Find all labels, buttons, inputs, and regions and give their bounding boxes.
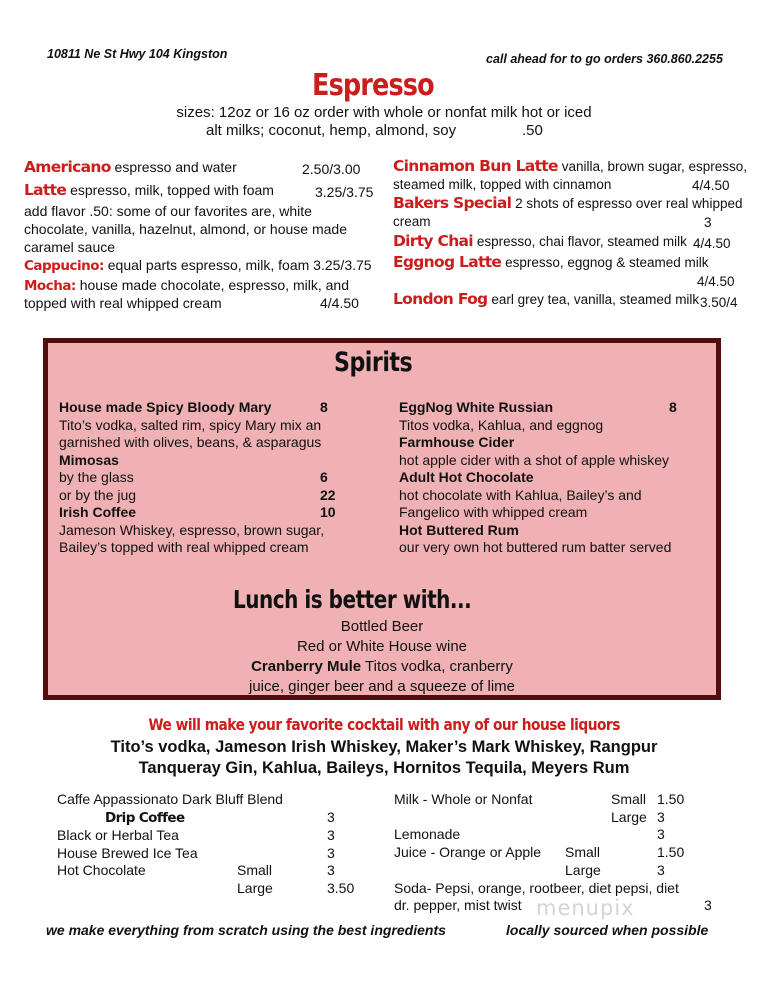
- item-desc: espresso, chai flavor, steamed milk: [476, 234, 687, 249]
- chai-price: 4/4.50: [693, 236, 731, 251]
- milk-small: Small: [611, 791, 647, 807]
- spirit-hot-buttered-rum: [399, 522, 519, 540]
- menu-item-dirty-chai: [393, 233, 687, 250]
- item-name: Cappucino:: [24, 258, 104, 274]
- liquors-line-2: Tanqueray Gin, Kahlua, Baileys, Hornitos Tequila, Meyers Rum: [138, 759, 630, 777]
- spirits-title: Spirits: [334, 347, 413, 378]
- coffee-blend: Caffe Appassionato Dark Bluff Blend: [57, 791, 283, 807]
- milk-small-price: 1.50: [657, 791, 685, 807]
- spirits-panel: [48, 343, 716, 695]
- drip-coffee: [105, 809, 185, 828]
- bloody-line-1: Tito’s vodka, salted rim, spicy Mary mix an: [59, 417, 322, 433]
- menu-item-bakers-special: [393, 195, 742, 212]
- menu-item-latte: [24, 182, 274, 199]
- wr-price: [669, 399, 677, 417]
- item-name: Drip Coffee: [105, 810, 185, 826]
- phone-note: call ahead for to go orders 360.860.2255: [486, 52, 723, 66]
- item-name: Mocha:: [24, 278, 76, 294]
- hc-small-price: 3: [327, 862, 335, 878]
- alt-milks: alt milks; coconut, hemp, almond, soy: [206, 122, 457, 139]
- flavor-line-1: add flavor .50: some of our favorites are, white: [24, 203, 312, 219]
- spirit-farmhouse-cider: [399, 434, 514, 452]
- irish-price: [320, 504, 336, 522]
- spirit-adult-hot-chocolate: [399, 469, 534, 487]
- bloody-line-2: garnished with olives, beans, & asparagus: [59, 434, 322, 450]
- lemonade-price: 3: [657, 826, 665, 842]
- spirit-mimosas: [59, 452, 119, 470]
- item-desc: espresso, eggnog & steamed milk: [505, 255, 709, 270]
- jug-price: [320, 487, 336, 505]
- spirits-title-wrap: [48, 347, 716, 378]
- soda-price: 3: [704, 897, 712, 913]
- lemonade-name: Lemonade: [394, 826, 461, 842]
- hc-large: Large: [237, 880, 273, 896]
- price: 22: [320, 487, 336, 503]
- milk-large: Large: [611, 809, 647, 825]
- milk-large-price: 3: [657, 809, 665, 825]
- liquors-line-1: Tito’s vodka, Jameson Irish Whiskey, Maker’s Mark Whiskey, Rangpur: [110, 738, 658, 756]
- price: 8: [320, 399, 328, 415]
- cider-line-1: hot apple cider with a shot of apple whiskey: [399, 452, 670, 468]
- flavor-line-3: caramel sauce: [24, 239, 116, 255]
- cbl-price: 4/4.50: [692, 178, 730, 193]
- item-name: Latte: [24, 181, 67, 199]
- lunch-line-4: juice, ginger beer and a squeeze of lime: [248, 678, 515, 695]
- ahc-line-2: Fangelico with whipped cream: [399, 504, 588, 520]
- drip-price: 3: [327, 809, 335, 825]
- item-name: Cranberry Mule: [251, 658, 362, 675]
- espresso-title: Espresso: [312, 68, 435, 103]
- fog-price: 3.50/4: [700, 295, 738, 310]
- jug-label: or by the jug: [59, 487, 137, 503]
- spirit-bloody-mary: [59, 399, 271, 417]
- item-name: Hot Buttered Rum: [399, 522, 519, 538]
- glass-label: by the glass: [59, 469, 134, 485]
- latte-price: 3.25/3.75: [315, 184, 374, 200]
- lunch-title-wrap: [48, 585, 716, 614]
- mocha-price: 4/4.50: [320, 295, 359, 311]
- cocktail-headline-wrap: [0, 715, 768, 735]
- wr-line-1: Titos vodka, Kahlua, and eggnog: [399, 417, 604, 433]
- item-desc: espresso and water: [114, 159, 237, 175]
- bakers-price: 3: [704, 215, 712, 230]
- juice-large-price: 3: [657, 862, 665, 878]
- item-name: Eggnog Latte: [393, 253, 502, 271]
- glass-price: [320, 469, 328, 487]
- menu-item-eggnog-latte: [393, 254, 708, 271]
- address: 10811 Ne St Hwy 104 Kingston: [47, 47, 228, 61]
- price: 6: [320, 469, 328, 485]
- menu-item-cinnamon-bun-latte: [393, 158, 747, 175]
- item-name: Farmhouse Cider: [399, 434, 515, 450]
- hot-chocolate-name: Hot Chocolate: [57, 862, 146, 878]
- flavor-line-2: chocolate, vanilla, hazelnut, almond, or house made: [24, 221, 347, 237]
- item-name: Dirty Chai: [393, 232, 473, 250]
- item-name: Cinnamon Bun Latte: [393, 157, 558, 175]
- lunch-line-1: Bottled Beer: [340, 618, 424, 635]
- tea-name: Black or Herbal Tea: [57, 827, 179, 843]
- irish-line-1: Jameson Whiskey, espresso, brown sugar,: [59, 522, 325, 538]
- item-name: London Fog: [393, 290, 488, 308]
- lunch-line-2: Red or White House wine: [296, 638, 468, 655]
- item-name: Americano: [24, 158, 111, 176]
- juice-small: Small: [565, 844, 601, 860]
- bakers-line-2: cream: [393, 214, 431, 229]
- cbl-line-2: steamed milk, topped with cinnamon: [393, 177, 612, 192]
- item-name: EggNog White Russian: [399, 399, 553, 415]
- soda-line-1: Soda- Pepsi, orange, rootbeer, diet pepsi, diet: [394, 880, 679, 896]
- spirits-box: [43, 338, 721, 700]
- juice-name: Juice - Orange or Apple: [394, 844, 542, 860]
- hbr-line-1: our very own hot buttered rum batter served: [399, 539, 672, 555]
- watermark: menupix: [536, 896, 635, 920]
- price: 8: [669, 399, 677, 415]
- juice-large: Large: [565, 862, 601, 878]
- item-desc: vanilla, brown sugar, espresso,: [561, 159, 748, 174]
- menu-item-cappucino: [24, 257, 372, 275]
- cocktail-headline: We will make your favorite cocktail with any of our house liquors: [148, 715, 620, 734]
- spirit-irish-coffee: [59, 504, 136, 522]
- tea-price: 3: [327, 827, 335, 843]
- hc-small: Small: [237, 862, 273, 878]
- ice-tea-name: House Brewed Ice Tea: [57, 845, 198, 861]
- ahc-line-1: hot chocolate with Kahlua, Bailey’s and: [399, 487, 642, 503]
- item-name: Irish Coffee: [59, 504, 137, 520]
- sizes-line: sizes: 12oz or 16 oz order with whole or nonfat milk hot or iced: [176, 104, 592, 121]
- item-desc: equal parts espresso, milk, foam 3.25/3.75: [107, 257, 372, 273]
- footer-left: we make everything from scratch using the best ingredients: [46, 922, 446, 938]
- price: 10: [320, 504, 336, 520]
- item-desc: 2 shots of espresso over real whipped: [515, 196, 743, 211]
- lunch-title: Lunch is better with...: [233, 585, 472, 614]
- americano-price: 2.50/3.00: [302, 161, 361, 177]
- spirit-white-russian: [399, 399, 553, 417]
- milk-name: Milk - Whole or Nonfat: [394, 791, 533, 807]
- item-desc: espresso, milk, topped with foam: [70, 182, 274, 198]
- item-desc: Titos vodka, cranberry: [365, 658, 513, 675]
- soda-line-2: dr. pepper, mist twist: [394, 897, 522, 913]
- hc-large-price: 3.50: [327, 880, 355, 896]
- footer-right: locally sourced when possible: [506, 922, 709, 938]
- item-name: Bakers Special: [393, 194, 512, 212]
- bloody-price: [320, 399, 328, 417]
- item-name: Adult Hot Chocolate: [399, 469, 534, 485]
- alt-milks-price: .50: [522, 122, 543, 139]
- item-desc: house made chocolate, espresso, milk, and: [79, 277, 349, 293]
- menu-item-mocha: [24, 277, 349, 295]
- item-name: House made Spicy Bloody Mary: [59, 399, 272, 415]
- eggnog-price: 4/4.50: [697, 274, 735, 289]
- mocha-line-2: topped with real whipped cream: [24, 295, 222, 311]
- item-desc: earl grey tea, vanilla, steamed milk: [491, 292, 700, 307]
- menu-item-london-fog: [393, 291, 699, 308]
- ice-tea-price: 3: [327, 845, 335, 861]
- lunch-cranberry-mule: [48, 657, 716, 677]
- espresso-title-wrap: [0, 68, 768, 103]
- item-name: Mimosas: [59, 452, 119, 468]
- menu-item-americano: [24, 159, 237, 176]
- irish-line-2: Bailey’s topped with real whipped cream: [59, 539, 309, 555]
- juice-small-price: 1.50: [657, 844, 685, 860]
